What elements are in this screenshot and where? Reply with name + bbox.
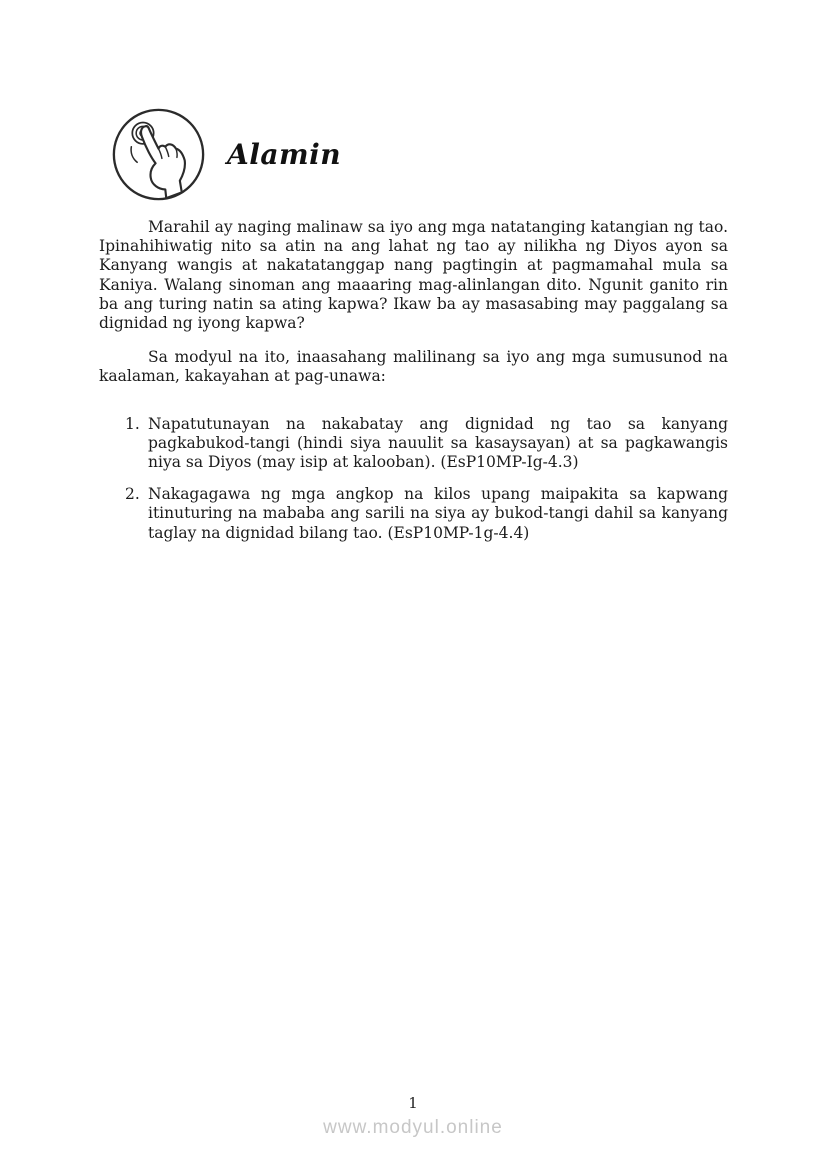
intro-paragraph-2: Sa modyul na ito, inaasahang malilinang sa iyo ang mga sumusunod na kaalaman, kakayahan at pag-unawa: — [99, 348, 728, 386]
objectives-list — [99, 415, 728, 543]
page-title: Alamin — [227, 138, 342, 171]
watermark-text: www.modyul.online — [323, 1117, 503, 1138]
list-item-number: 2. — [125, 485, 140, 504]
list-item-text: Napatutunayan na nakabatay ang dignidad ng tao sa kanyang pagkabukod-tangi (hindi siya nauulit sa kasaysayan) at sa pagkawangis niya sa Diyos (may isip at kalooban). (EsP10MP-Ig-4.3) — [148, 414, 728, 472]
page-number: 1 — [408, 1094, 418, 1112]
list-item — [99, 415, 728, 473]
list-item-number: 1. — [125, 414, 140, 433]
intro-paragraph-1: Marahil ay naging malinaw sa iyo ang mga natatanging katangian ng tao. Ipinahihiwatig nito sa atin na ang lahat ng tao ay nilikha ng Diyos ayon sa Kanyang wangis at nakatatanggap nang pagtingin at pagmamahal mula sa Kaniya. Walang sinoman ang maaaring mag-alinlangan dito. Ngunit ganito rin ba ang turing natin sa ating kapwa? Ikaw ba ay masasabing may paggalang sa dignidad ng iyong kapwa? — [99, 218, 728, 333]
section-header — [110, 106, 341, 203]
body-content — [99, 218, 728, 543]
tap-press-icon — [110, 106, 207, 203]
list-item — [99, 485, 728, 543]
list-item-text: Nakagagawa ng mga angkop na kilos upang maipakita sa kapwang itinuturing na mababa ang sarili na siya ay bukod-tangi dahil sa kanyang taglay na dignidad bilang tao. (EsP10MP-1g-4.4) — [148, 485, 728, 542]
